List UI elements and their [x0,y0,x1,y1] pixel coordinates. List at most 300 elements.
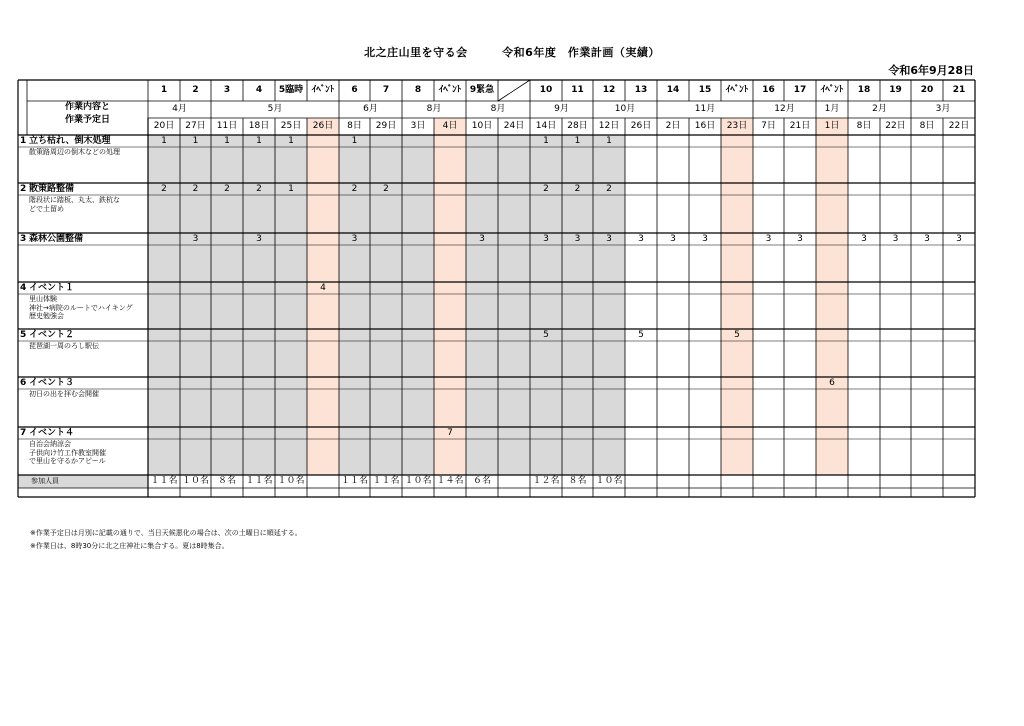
column-date: 18日 [248,121,270,131]
section-description: 子供向け竹工作教室開催 [29,448,106,457]
section-title: イベント２ [29,330,75,340]
done-cell-shade [402,195,434,233]
done-cell-shade [370,233,402,245]
section-number: 2 [20,184,27,194]
column-number: 7 [382,85,390,95]
section-description: 琵琶湖一周のろし駅伝 [29,342,99,350]
done-cell-shade [562,245,593,282]
column-number: 19 [889,85,902,95]
section-title: イベント１ [29,283,75,293]
participant-count: ８名 [217,476,236,486]
done-cell-shade [339,377,370,389]
month-label: 6月 [363,104,378,114]
participant-count: １１名 [372,476,400,486]
done-cell-shade [180,389,211,427]
done-cell-shade [562,341,593,377]
column-number: 5臨時 [278,85,304,95]
month-label: 2月 [872,104,887,114]
done-cell-shade [243,294,275,329]
month-label: 1月 [824,104,840,114]
done-cell-shade [498,389,530,427]
done-cell-shade [339,427,370,439]
done-cell-shade [148,147,180,183]
section-title: 散策路整備 [29,184,75,194]
section-description: 里山体験 [29,295,57,303]
section-description: 自治会納涼会 [29,440,71,448]
done-cell-shade [498,233,530,245]
column-number: ｲﾍﾞﾝﾄ [725,85,749,95]
done-cell-shade [402,245,434,282]
work-mark: 3 [956,234,962,244]
column-number: 14 [666,85,680,95]
column-number: 1 [160,85,168,95]
done-cell-shade [402,147,434,183]
done-cell-shade [530,427,562,439]
done-cell-shade [275,282,307,294]
section-description: 階段状に踏板、丸太、鉄杭な [29,196,120,204]
column-date: 22日 [885,121,906,131]
done-cell-shade [148,233,180,245]
column-date: 10日 [471,121,493,131]
column-date: 14日 [535,121,557,131]
done-cell-shade [402,282,434,294]
done-cell-shade [466,341,498,377]
done-cell-shade [402,439,434,475]
done-cell-shade [339,282,370,294]
month-label: 9月 [554,104,569,114]
work-mark: 3 [924,234,930,244]
done-cell-shade [180,439,211,475]
done-cell-shade [370,389,402,427]
done-cell-shade [402,427,434,439]
done-cell-shade [370,377,402,389]
done-cell-shade [148,329,180,341]
column-date: 2日 [665,121,681,131]
done-cell-shade [275,147,307,183]
work-mark: 3 [638,234,644,244]
done-cell-shade [211,439,243,475]
done-cell-shade [466,282,498,294]
done-cell-shade [339,147,370,183]
done-cell-shade [530,377,562,389]
column-date: 20日 [153,121,175,131]
done-cell-shade [180,341,211,377]
column-number: 2 [192,85,199,95]
column-date: 25日 [280,121,302,131]
done-cell-shade [180,329,211,341]
done-cell-shade [275,439,307,475]
done-cell-shade [466,294,498,329]
done-cell-shade [530,341,562,377]
work-mark: 1 [288,184,294,194]
column-date: 21日 [789,121,811,131]
column-number: 10 [539,85,553,95]
month-label: 11月 [694,104,716,114]
column-number: 12 [602,85,616,95]
section-number: 1 [20,136,27,146]
done-cell-shade [243,282,275,294]
done-cell-shade [211,233,243,245]
done-cell-shade [275,294,307,329]
done-cell-shade [466,329,498,341]
participant-count: １０名 [404,476,432,486]
section-title: 森林公園整備 [29,234,84,244]
done-cell-shade [593,147,625,183]
done-cell-shade [370,282,402,294]
section-number: 3 [20,234,27,244]
done-cell-shade [180,377,211,389]
column-date: 7日 [761,121,776,131]
done-cell-shade [498,341,530,377]
done-cell-shade [243,427,275,439]
column-date: 28日 [567,121,588,131]
done-cell-shade [562,294,593,329]
work-mark: 2 [606,184,612,194]
done-cell-shade [211,147,243,183]
work-mark: 7 [447,428,453,438]
done-cell-shade [593,245,625,282]
month-label: 10月 [614,104,636,114]
section-title: 立ち枯れ、倒木処理 [29,136,111,146]
done-cell-shade [370,439,402,475]
month-label: 8月 [426,104,442,114]
column-number: 9緊急 [469,85,495,95]
column-date: 26日 [312,121,334,131]
work-mark: 3 [192,234,199,244]
column-number: ｲﾍﾞﾝﾄ [311,85,335,95]
done-cell-shade [498,195,530,233]
event-column-shade [816,135,848,475]
done-cell-shade [466,389,498,427]
column-number: 11 [571,85,584,95]
done-cell-shade [339,245,370,282]
done-cell-shade [370,147,402,183]
done-cell-shade [593,341,625,377]
month-label: 5月 [267,104,283,114]
work-mark: 1 [288,136,294,146]
done-cell-shade [402,294,434,329]
done-cell-shade [530,389,562,427]
done-cell-shade [498,329,530,341]
work-mark: 2 [224,184,230,194]
done-cell-shade [593,294,625,329]
work-mark: 3 [702,234,708,244]
done-cell-shade [370,294,402,329]
done-cell-shade [498,245,530,282]
done-cell-shade [530,282,562,294]
work-mark: 1 [192,136,199,146]
note-2: ※作業日は、8時30分に北之庄神社に集合する。夏は8時集合。 [30,542,229,550]
work-mark: 3 [543,234,549,244]
done-cell-shade [148,439,180,475]
column-date: 23日 [726,121,748,131]
done-cell-shade [211,377,243,389]
done-cell-shade [562,329,593,341]
column-number: 21 [952,85,966,95]
work-mark: 3 [256,234,262,244]
done-cell-shade [530,294,562,329]
done-cell-shade [339,329,370,341]
done-cell-shade [275,389,307,427]
section-description: で里山を守るかアピール [29,457,106,465]
done-cell-shade [243,341,275,377]
work-mark: 2 [256,184,262,194]
done-cell-shade [498,439,530,475]
work-mark: 1 [256,136,262,146]
done-cell-shade [275,195,307,233]
column-number: 17 [793,85,807,95]
participant-count: １４名 [436,476,464,486]
done-cell-shade [593,439,625,475]
work-mark: 3 [765,234,772,244]
work-mark: 3 [351,234,358,244]
section-number: 5 [20,330,27,340]
participant-count: ６名 [472,476,491,486]
done-cell-shade [498,427,530,439]
column-number: ｲﾍﾞﾝﾄ [820,85,844,95]
done-cell-shade [243,329,275,341]
done-cell-shade [562,195,593,233]
done-cell-shade [466,377,498,389]
done-cell-shade [402,341,434,377]
month-label: 12月 [774,104,795,114]
month-label: 8月 [490,104,506,114]
participants-label: 参加人員 [31,477,59,485]
done-cell-shade [466,439,498,475]
work-mark: 3 [574,234,581,244]
done-cell-shade [339,294,370,329]
work-mark: 1 [606,136,612,146]
work-mark: 3 [892,234,899,244]
done-cell-shade [530,147,562,183]
column-date: 22日 [948,121,970,131]
done-cell-shade [180,282,211,294]
month-label: 4月 [172,104,187,114]
done-cell-shade [466,147,498,183]
done-cell-shade [402,135,434,147]
column-date: 27日 [185,121,206,131]
done-cell-shade [466,195,498,233]
work-mark: 2 [574,184,581,194]
event-column-shade [721,135,753,475]
done-cell-shade [339,195,370,233]
column-number: 20 [920,85,934,95]
work-mark: 2 [383,184,389,194]
column-date: 16日 [694,121,716,131]
done-cell-shade [243,147,275,183]
done-cell-shade [498,294,530,329]
done-cell-shade [370,195,402,233]
done-cell-shade [593,195,625,233]
section-description: 初日の出を拝む会開催 [29,390,99,398]
section-description: どで土留め [29,204,64,213]
done-cell-shade [370,245,402,282]
done-cell-shade [562,389,593,427]
section-title: イベント４ [29,428,75,438]
done-cell-shade [562,282,593,294]
participant-count: １２名 [532,476,560,486]
done-cell-shade [562,147,593,183]
section-description: 神社→病院のルートでハイキング [29,303,133,312]
event-column-shade [434,135,466,475]
work-mark: 1 [574,136,581,146]
done-cell-shade [275,245,307,282]
column-date: 29日 [375,121,397,131]
done-cell-shade [275,329,307,341]
work-mark: 1 [543,136,549,146]
done-cell-shade [148,282,180,294]
done-cell-shade [211,389,243,427]
done-cell-shade [402,233,434,245]
done-cell-shade [243,439,275,475]
done-cell-shade [180,294,211,329]
done-cell-shade [211,329,243,341]
section-number: 4 [20,283,27,293]
participant-count: １０名 [181,476,209,486]
done-cell-shade [466,135,498,147]
done-cell-shade [498,147,530,183]
done-cell-shade [498,282,530,294]
done-cell-shade [211,282,243,294]
section-description: 歴史勉強会 [29,312,64,320]
participant-count: ８名 [568,476,587,486]
done-cell-shade [148,294,180,329]
work-mark: 5 [734,330,740,340]
done-cell-shade [370,427,402,439]
done-cell-shade [148,341,180,377]
done-cell-shade [402,389,434,427]
done-cell-shade [593,389,625,427]
work-mark: 3 [797,234,803,244]
section-number: 7 [20,428,27,438]
column-date: 8日 [919,121,935,131]
section-title: イベント３ [29,378,75,388]
done-cell-shade [370,135,402,147]
done-cell-shade [211,341,243,377]
done-cell-shade [370,341,402,377]
done-cell-shade [402,329,434,341]
work-mark: 3 [606,234,612,244]
done-cell-shade [148,195,180,233]
done-cell-shade [243,389,275,427]
done-cell-shade [275,377,307,389]
done-cell-shade [593,427,625,439]
done-cell-shade [593,377,625,389]
section-description: 散策路周辺の倒木などの処理 [29,148,120,156]
column-date: 26日 [630,121,652,131]
done-cell-shade [275,341,307,377]
done-cell-shade [498,183,530,195]
done-cell-shade [498,377,530,389]
work-mark: 2 [161,184,167,194]
done-cell-shade [466,427,498,439]
done-cell-shade [562,439,593,475]
done-cell-shade [148,427,180,439]
column-number: 4 [255,85,263,95]
work-mark: 2 [351,184,358,194]
done-cell-shade [593,282,625,294]
done-cell-shade [498,135,530,147]
work-mark: 2 [543,184,549,194]
column-date: 8日 [856,121,872,131]
column-number [498,80,530,101]
done-cell-shade [275,233,307,245]
done-cell-shade [562,377,593,389]
done-cell-shade [243,377,275,389]
header-label-line1: 作業内容と [64,102,110,112]
done-cell-shade [593,329,625,341]
column-number: ｲﾍﾞﾝﾄ [438,85,462,95]
done-cell-shade [243,195,275,233]
done-cell-shade [211,195,243,233]
column-date: 4日 [442,121,458,131]
header-label-line2: 作業予定日 [64,115,110,125]
participant-count: １１名 [340,476,368,486]
work-mark: 5 [543,330,549,340]
column-number: 13 [634,85,648,95]
section-number: 6 [20,378,27,388]
work-mark: 5 [638,330,644,340]
done-cell-shade [530,439,562,475]
done-cell-shade [466,245,498,282]
work-mark: 3 [670,234,676,244]
done-cell-shade [562,427,593,439]
done-cell-shade [180,245,211,282]
work-mark: 1 [224,136,230,146]
done-cell-shade [180,427,211,439]
done-cell-shade [148,245,180,282]
note-1: ※作業予定日は月別に記載の通りで、当日天候悪化の場合は、次の土曜日に順延する。 [30,529,302,537]
report-date: 令和6年9月28日 [888,64,974,77]
work-mark: 3 [479,234,485,244]
done-cell-shade [466,183,498,195]
done-cell-shade [180,195,211,233]
participant-count: １０名 [277,476,305,486]
column-number: 18 [857,85,871,95]
work-mark: 3 [861,234,867,244]
page-title: 北之庄山里を守る会 令和6年度 作業計画（実績） [364,46,660,59]
done-cell-shade [339,439,370,475]
done-cell-shade [402,377,434,389]
done-cell-shade [211,294,243,329]
column-number: 6 [351,85,358,95]
column-date: 1日 [824,121,840,131]
column-date: 12日 [598,121,620,131]
done-cell-shade [180,147,211,183]
work-mark: 1 [351,136,358,146]
done-cell-shade [275,427,307,439]
done-cell-shade [530,195,562,233]
column-date: 3日 [410,121,426,131]
participant-count: １１名 [245,476,273,486]
participant-count: １１名 [150,476,178,486]
participant-count: １０名 [595,476,623,486]
work-mark: 2 [192,184,199,194]
work-mark: 6 [829,378,835,388]
done-cell-shade [402,183,434,195]
work-mark: 4 [320,283,326,293]
work-mark: 1 [161,136,167,146]
month-label: 3月 [935,104,951,114]
column-number: 15 [698,85,712,95]
done-cell-shade [370,329,402,341]
done-cell-shade [211,427,243,439]
done-cell-shade [339,341,370,377]
column-number: 16 [762,85,775,95]
done-cell-shade [148,389,180,427]
event-column-shade [307,135,339,475]
done-cell-shade [339,389,370,427]
